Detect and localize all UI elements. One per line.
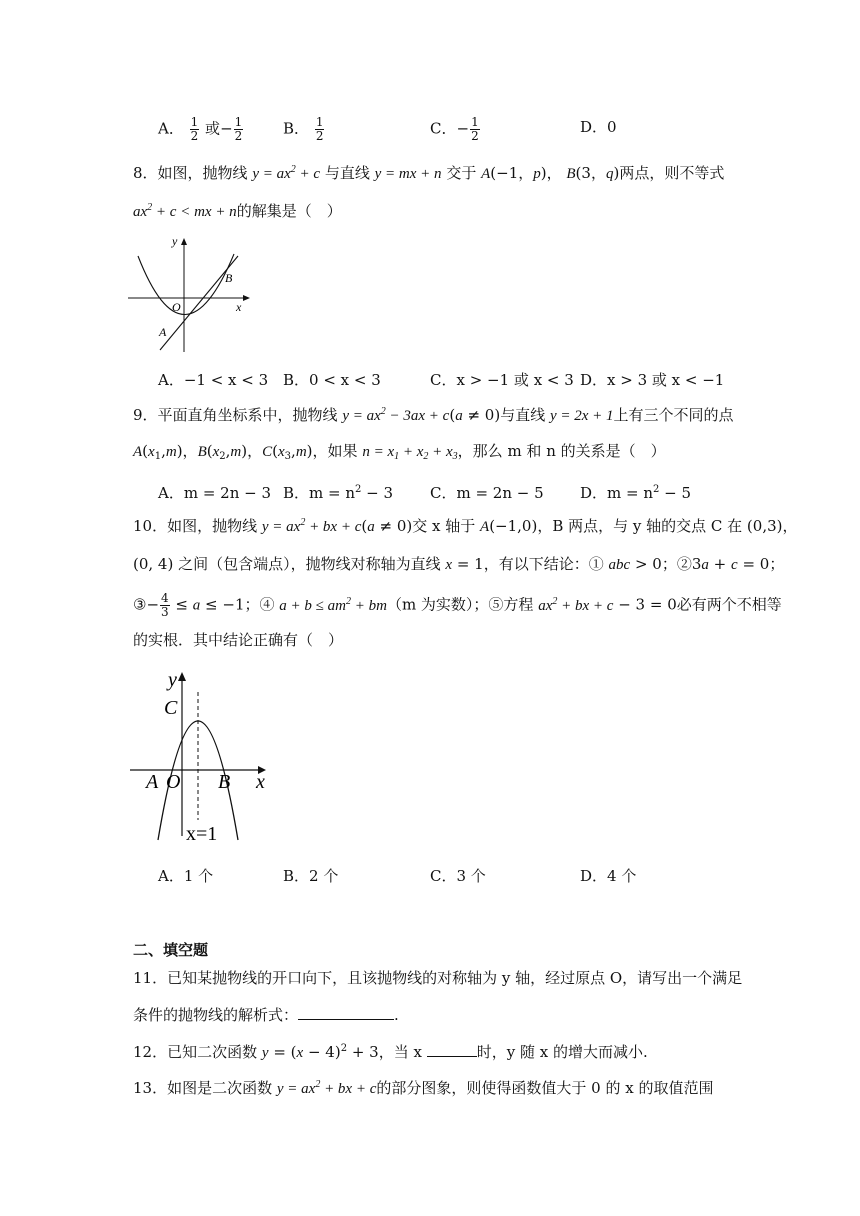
q8-line-2: $ax^2 + c$ < mx + n的解集是（ ） — [133, 202, 342, 220]
q8-option-b: B．0 < x < 3 — [283, 371, 381, 389]
q10-option-d: D．4 个 — [580, 867, 637, 885]
q10-line-2: (0, 4) 之间（包含端点），抛物线对称轴为直线 x = 1，有以下结论：① abc > 0；②3a + c = 0； — [133, 555, 785, 573]
point-b-label: B — [218, 771, 231, 793]
q9-option-d: D．$m = n^2 - 5$ — [580, 484, 692, 502]
y-axis-label: y — [172, 234, 178, 248]
q9-option-b: B．$m = n^2 - 3$ — [283, 484, 394, 502]
fraction: $\frac{4}{3}$ — [161, 591, 169, 619]
origin-label: O — [166, 771, 181, 793]
q13-line: 13．如图是二次函数 $y = ax^2$ + bx + c的部分图象，则使得函数值大于 0 的 x 的取值范围 — [133, 1079, 714, 1097]
answer-blank — [298, 1003, 394, 1020]
q10-option-b: B．2 个 — [283, 867, 339, 885]
q11-line-1: 11．已知某抛物线的开口向下，且该抛物线的对称轴为 y 轴，经过原点 O，请写出一个满足 — [133, 969, 743, 987]
point-a-label: A — [159, 325, 167, 339]
x-axis-arrow — [243, 295, 250, 301]
q10-option-a: A．1 个 — [158, 867, 214, 885]
q9-line-1: 9．平面直角坐标系中，抛物线 $y = ax^2 - 3ax + c(a \ne 0)$与直线 y = 2x + 1上有三个不同的点 — [133, 406, 734, 424]
q10-line-1: 10．如图，抛物线 $y = ax^2$ + bx + c(a ≠ 0)交 x 轴于 A(−1,0)，B 两点，与 y 轴的交点 C 在 (0,3)， — [133, 517, 798, 535]
fraction: $\frac{1}{2}$ — [190, 115, 199, 143]
q7-option-d: D．0 — [580, 118, 617, 136]
y-axis-label: y — [168, 669, 177, 691]
q7-option-b: B． $\frac{1}{2}$ — [283, 115, 324, 143]
q9-option-a: A．m = 2n − 3 — [158, 484, 272, 502]
x-axis-label: x — [256, 771, 265, 793]
q10-option-c: C．3 个 — [430, 867, 486, 885]
q8-figure — [124, 232, 254, 356]
origin-label: O — [172, 300, 181, 314]
q10-line-4: 的实根．其中结论正确有（ ） — [133, 631, 344, 649]
point-b-label: B — [225, 271, 233, 285]
q8-option-c: C．x > −1 或 x < 3 — [430, 371, 574, 389]
parabola-curve — [138, 254, 234, 315]
q7-option-a: A． $\frac{1}{2}$ 或− $\frac{1}{2}$ — [158, 115, 243, 143]
q8-option-a: A．−1 < x < 3 — [158, 371, 269, 389]
answer-blank — [427, 1040, 477, 1057]
q8-line-1: 8．如图，抛物线 $y = ax^2 + c$ 与直线 y = mx + n 交于 A(−1，p)， B(3，q)两点，则不等式 — [133, 164, 725, 182]
y-axis-arrow — [181, 238, 187, 245]
q10-line-3: ③− $\frac{4}{3}$ ≤ a ≤ −1；④ $a + b \le am^2 + bm(m$ 为实数）；⑤方程 $ax^2$ + bx + c − 3 = 0必有两个不相等 — [133, 591, 782, 619]
q7-option-c: C．− $\frac{1}{2}$ — [430, 115, 479, 143]
q10-figure — [124, 664, 284, 842]
y-axis-arrow — [178, 672, 186, 681]
symmetry-axis-label: x=1 — [186, 823, 218, 842]
q9-option-c: C．m = 2n − 5 — [430, 484, 544, 502]
point-c-label: C — [164, 697, 178, 719]
q12-line: 12．已知二次函数 $y = (x - 4)^2 + 3$，当 x 时，y 随 x 的增大而减小. — [133, 1040, 648, 1064]
fraction: $\frac{1}{2}$ — [234, 115, 243, 143]
x-axis-label: x — [236, 300, 242, 314]
fraction: $\frac{1}{2}$ — [315, 115, 324, 143]
fraction: $\frac{1}{2}$ — [471, 115, 479, 143]
q8-option-d: D．x > 3 或 x < −1 — [580, 371, 725, 389]
point-a-label: A — [146, 771, 159, 793]
q11-line-2: 条件的抛物线的解析式： . — [133, 1003, 399, 1026]
q9-line-2: $A(x_1,m)$，$B(x_2,m)$，$C(x_3,m)$，如果 $n = x_1 + x_2 + x_3$，那么 m 和 n 的关系是（ ） — [133, 442, 666, 462]
section-heading: 二、填空题 — [133, 941, 209, 959]
